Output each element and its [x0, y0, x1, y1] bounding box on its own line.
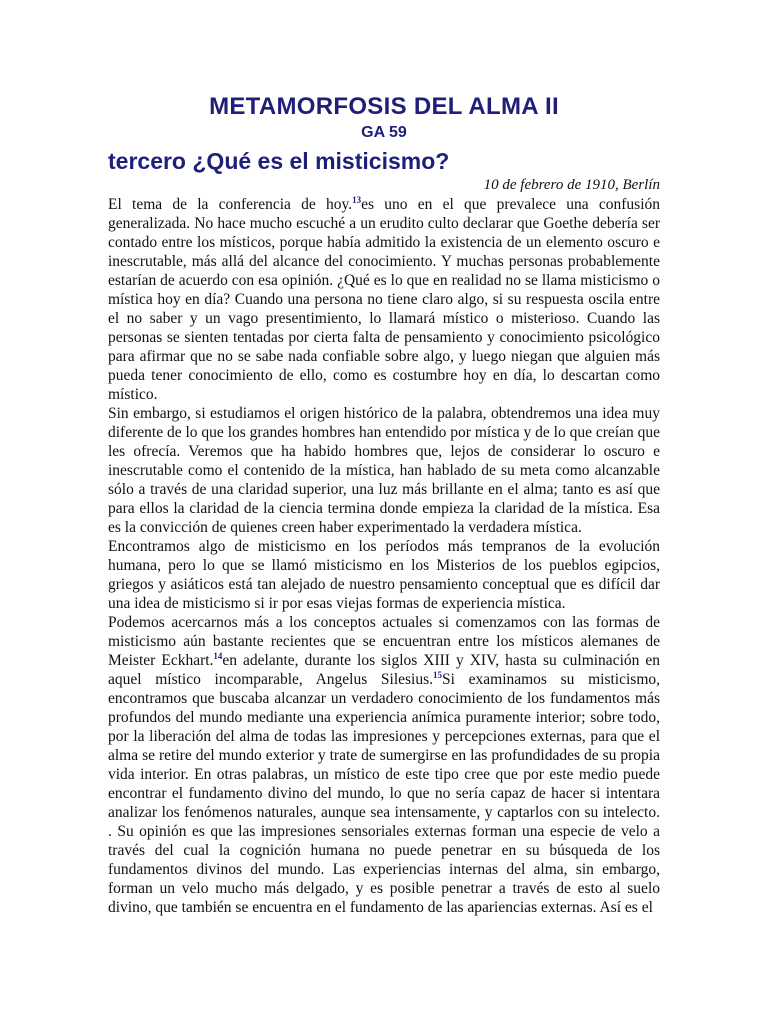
dateline: 10 de febrero de 1910, Berlín	[483, 177, 660, 193]
paragraph-4	[108, 613, 660, 917]
footnote-ref-14[interactable]: 14	[213, 650, 223, 661]
paragraph-4-text-a: Podemos acercarnos más a los conceptos actuales si comenzamos con las formas de misticismo aún bastante recientes que se encuentran entre los místicos alemanes de Meister Eckhart.	[108, 614, 660, 669]
lecture-subtitle: tercero ¿Qué es el misticismo?	[108, 148, 450, 174]
paragraph-4-text-c: Si examinamos su misticismo, encontramos que buscaba alcanzar un verdadero conocimiento de los fundamentos más profundos del mundo mediante una experiencia anímica puramente interior; sobre todo, por la liberación del alma de todas las impresiones y percepciones externas, para que el alma se retire del mundo exterior y trate de sumergirse en las profundidades de su propia vida interior. En otras palabras, un místico de este tipo cree que por este medio puede encontrar el fundamento divino del mundo, lo que no sería capaz de hacer si intentara analizar los fenómenos naturales, aunque sea intensamente, y captarlos con su intelecto. . Su opinión es que las impresiones sensoriales externas forman una especie de velo a través del cual la cognición humana no puede penetrar en su búsqueda de los fundamentos divinos del mundo. Las experiencias internas del alma, sin embargo, forman un velo mucho más delgado, y es posible penetrar a través de esto al suelo divino, que también se encuentra en el fundamento de las apariencias externas. Así es el	[108, 671, 660, 916]
paragraph-1	[108, 195, 660, 404]
footnote-ref-13[interactable]: 13	[352, 194, 362, 205]
document-page	[108, 92, 660, 917]
document-title: METAMORFOSIS DEL ALMA II	[209, 93, 559, 120]
paragraph-1-text-b: es uno en el que prevalece una confusión generalizada. No hace mucho escuché a un erudito culto declarar que Goethe debería ser contado entre los místicos, porque había admitido la existencia de un elemento oscuro e inescrutable, más allá del alcance del conocimiento. Y muchas personas probablemente estarían de acuerdo con esa opinión. ¿Qué es lo que en realidad no se llama misticismo o mística hoy en día? Cuando una persona no tiene claro algo, si su respuesta oscila entre el no saber y un vago presentimiento, lo llamará místico o misterioso. Cuando las personas se sienten tentadas por cierta falta de pensamiento y conocimiento psicológico para afirmar que no se sabe nada confiable sobre algo, y luego niegan que alguien más pueda tener conocimiento de ello, como es costumbre hoy en día, lo descartan como místico.	[108, 196, 660, 403]
paragraph-1-text-a: El tema de la conferencia de hoy.	[108, 196, 353, 213]
paragraph-4-text-b: en adelante, durante los siglos XIII y XIV, hasta su culminación en aquel místico incomparable, Angelus Silesius.	[108, 652, 660, 688]
ga-number: GA 59	[361, 124, 407, 141]
paragraph-2: Sin embargo, si estudiamos el origen histórico de la palabra, obtendremos una idea muy diferente de lo que los grandes hombres han entendido por mística y de lo que creían que les ofrecía. Veremos que ha habido hombres que, lejos de considerar lo oscuro e inescrutable como el contenido de la mística, han hablado de su meta como alcanzable sólo a través de una claridad superior, una luz más brillante en el alma; tanto es así que para ellos la claridad de la ciencia termina donde empieza la claridad de la mística. Esa es la convicción de quienes creen haber experimentado la verdadera mística.	[108, 405, 660, 536]
paragraph-3: Encontramos algo de misticismo en los períodos más tempranos de la evolución humana, pero lo que se llamó misticismo en los Misterios de los pueblos egipcios, griegos y asiáticos está tan alejado de nuestro pensamiento conceptual que es difícil dar una idea de misticismo si ir por esas viejas formas de experiencia mística.	[108, 538, 660, 612]
footnote-ref-15[interactable]: 15	[433, 669, 443, 680]
